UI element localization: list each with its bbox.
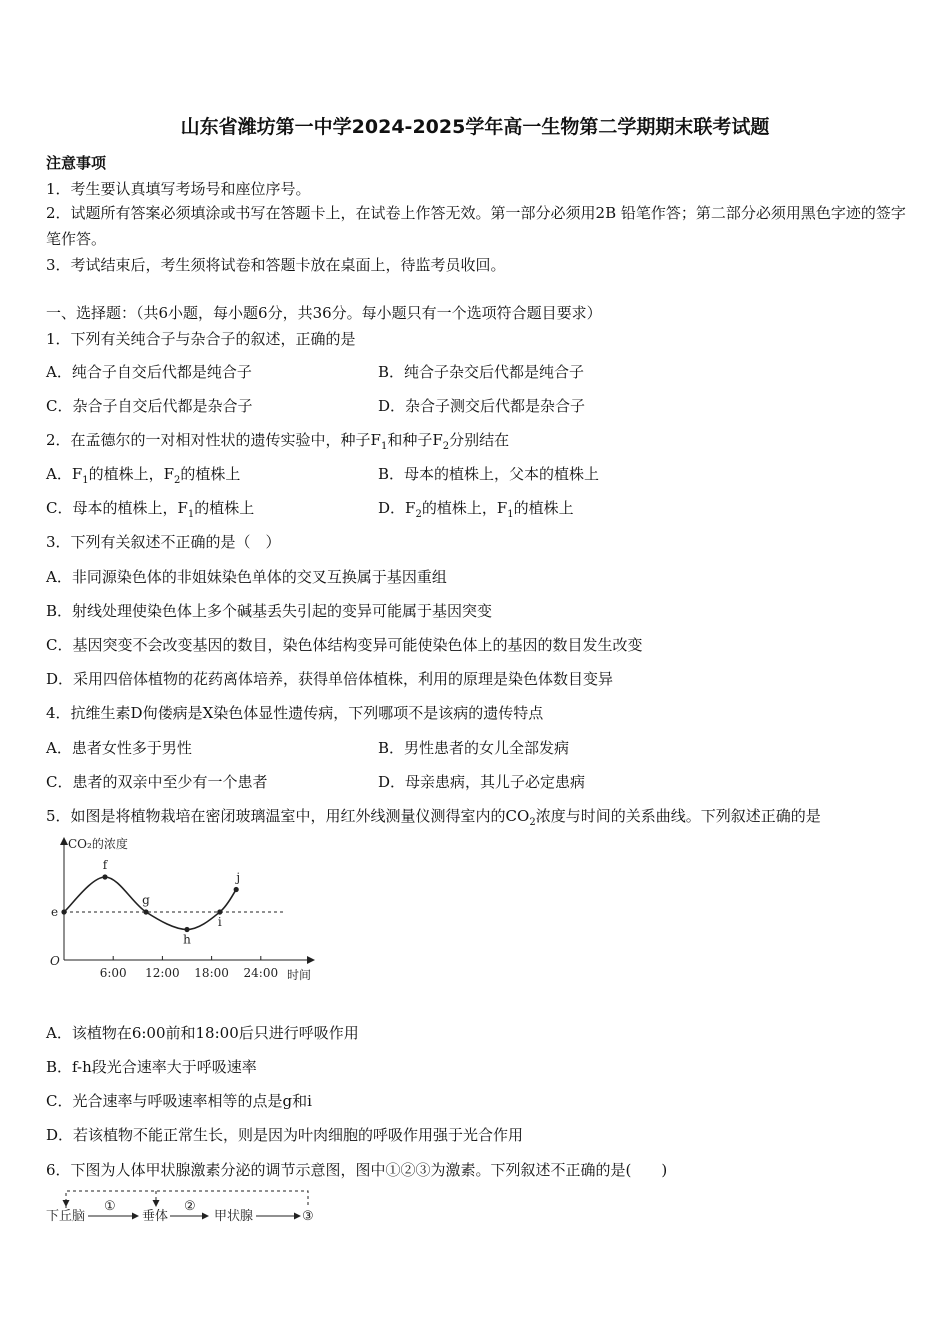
q3-option-c: C．基因突变不会改变基因的数目，染色体结构变异可能使染色体上的基因的数目发生改变 (46, 636, 643, 654)
point-label-f: f (102, 858, 108, 872)
x-tick-label: 18:00 (194, 966, 229, 980)
curve-point-e (61, 909, 66, 914)
q3-stem: 3．下列有关叙述不正确的是（ ） (46, 533, 281, 551)
q2-d-mid: 的植株上，F (421, 499, 508, 517)
hormone-2: ② (184, 1199, 196, 1214)
thyroid-regulation-diagram (44, 1186, 334, 1230)
q4-option-c: C．患者的双亲中至少有一个患者 (46, 773, 268, 791)
q5-option-a: A．该植物在6:00前和18:00后只进行呼吸作用 (46, 1024, 359, 1042)
q2-c-pre: C．母本的植株上，F (46, 499, 188, 517)
curve-point-h (184, 927, 189, 932)
q6-stem: 6．下图为人体甲状腺激素分泌的调节示意图，图中①②③为激素。下列叙述不正确的是( ) (46, 1161, 668, 1179)
q5-option-b: B．f-h段光合速率大于呼吸速率 (46, 1058, 257, 1076)
hormone-1: ① (104, 1199, 116, 1214)
hormone-3: ③ (302, 1209, 314, 1224)
q4-option-a: A．患者女性多于男性 (46, 739, 192, 757)
q3-option-d: D．采用四倍体植物的花药离体培养，获得单倍体植株，利用的原理是染色体数目变异 (46, 670, 614, 688)
page-title: 山东省潍坊第一中学2024-2025学年高一生物第二学期期末联考试题 (180, 116, 770, 138)
q2-sub1: 1 (380, 441, 388, 452)
note-2: 2．试题所有答案必须填涂或书写在答题卡上，在试卷上作答无效。第一部分必须用2B 铅笔作答；第二部分必须用黑色字迹的签字笔作答。 (46, 204, 906, 248)
co2-curve (64, 877, 236, 930)
q2-option-b: B．母本的植株上，父本的植株上 (378, 465, 600, 483)
q2-stem-a: 在孟德尔的一对相对性状的遗传实验中，种子F (70, 431, 381, 449)
q1-option-b: B．纯合子杂交后代都是纯合子 (378, 363, 585, 381)
x-axis-label: 时间 (287, 968, 312, 982)
q5-option-d: D．若该植物不能正常生长，则是因为叶肉细胞的呼吸作用强于光合作用 (46, 1126, 524, 1144)
q1-option-a: A．纯合子自交后代都是纯合子 (46, 363, 252, 381)
y-axis-label: CO₂的浓度 (68, 837, 128, 851)
co2-concentration-chart (46, 832, 326, 990)
notes-heading: 注意事项 (46, 154, 107, 172)
q1-option-c: C．杂合子自交后代都是杂合子 (46, 397, 253, 415)
q3-option-b: B．射线处理使染色体上多个碱基丢失引起的变异可能属于基因突变 (46, 602, 493, 620)
point-label-h: h (183, 932, 191, 947)
node-pituitary: 垂体 (142, 1209, 169, 1224)
q2-option-d (378, 497, 574, 520)
note-3: 3．考试结束后，考生须将试卷和答题卡放在桌面上，待监考员收回。 (46, 256, 506, 274)
baseline-label: e (51, 905, 59, 919)
point-label-g: g (142, 893, 150, 907)
curve-point-g (143, 909, 148, 914)
q1-stem: 1．下列有关纯合子与杂合子的叙述，正确的是 (46, 330, 356, 348)
q2-d-sub2: 1 (507, 509, 514, 520)
q5-stem (46, 805, 821, 828)
q2-a-sub1: 1 (82, 475, 89, 486)
q5-stem-post: 浓度与时间的关系曲线。下列叙述正确的是 (535, 807, 821, 825)
node-thyroid: 甲状腺 (214, 1209, 254, 1224)
q1-option-d: D．杂合子测交后代都是杂合子 (378, 397, 586, 415)
point-label-j: j (236, 870, 241, 885)
q2-stem-c: 分别结在 (449, 431, 510, 449)
curve-point-i (217, 909, 222, 914)
note-1: 1．考生要认真填写考场号和座位序号。 (46, 180, 311, 198)
q4-stem: 4．抗维生素D佝偻病是X染色体显性遗传病，下列哪项不是该病的遗传特点 (46, 704, 544, 722)
q5-stem-pre: 5．如图是将植物栽培在密闭玻璃温室中，用红外线测量仪测得室内的CO (46, 807, 530, 825)
q3-option-a: A．非同源染色体的非姐妹染色单体的交叉互换属于基因重组 (46, 568, 447, 586)
q2-c-sub: 1 (187, 509, 195, 520)
q2-stem-b: 和种子F (387, 431, 443, 449)
q2-a-pre: A．F (46, 465, 83, 483)
curve-point-f (102, 874, 107, 879)
q2-option-c (46, 497, 254, 520)
node-hypothalamus: 下丘脑 (46, 1209, 86, 1224)
section-heading: 一、选择题：（共6小题，每小题6分，共36分。每小题只有一个选项符合题目要求） (46, 304, 602, 322)
q2-d-sub1: 2 (415, 509, 422, 520)
q2-option-a (46, 463, 240, 486)
q2-d-pre: D．F (378, 499, 416, 517)
point-label-i: i (217, 915, 222, 929)
q2-stem (46, 429, 509, 452)
q2-num: 2． (46, 431, 71, 449)
q2-a-sub2: 2 (174, 475, 181, 486)
curve-point-j (234, 887, 239, 892)
q2-a-mid: 的植株上，F (88, 465, 175, 483)
x-tick-label: 6:00 (99, 966, 127, 980)
q5-option-c: C．光合速率与呼吸速率相等的点是g和i (46, 1092, 312, 1110)
x-tick-label: 12:00 (145, 966, 180, 980)
q4-option-d: D．母亲患病，其儿子必定患病 (378, 773, 586, 791)
x-tick-label: 24:00 (243, 966, 279, 980)
q5-stem-sub: 2 (529, 817, 536, 828)
q2-d-post: 的植株上 (513, 499, 574, 517)
q2-a-post: 的植株上 (180, 465, 241, 483)
q2-c-post: 的植株上 (194, 499, 255, 517)
q4-option-b: B．男性患者的女儿全部发病 (378, 739, 570, 757)
origin-label: O (50, 954, 60, 968)
q2-sub2: 2 (442, 441, 450, 452)
